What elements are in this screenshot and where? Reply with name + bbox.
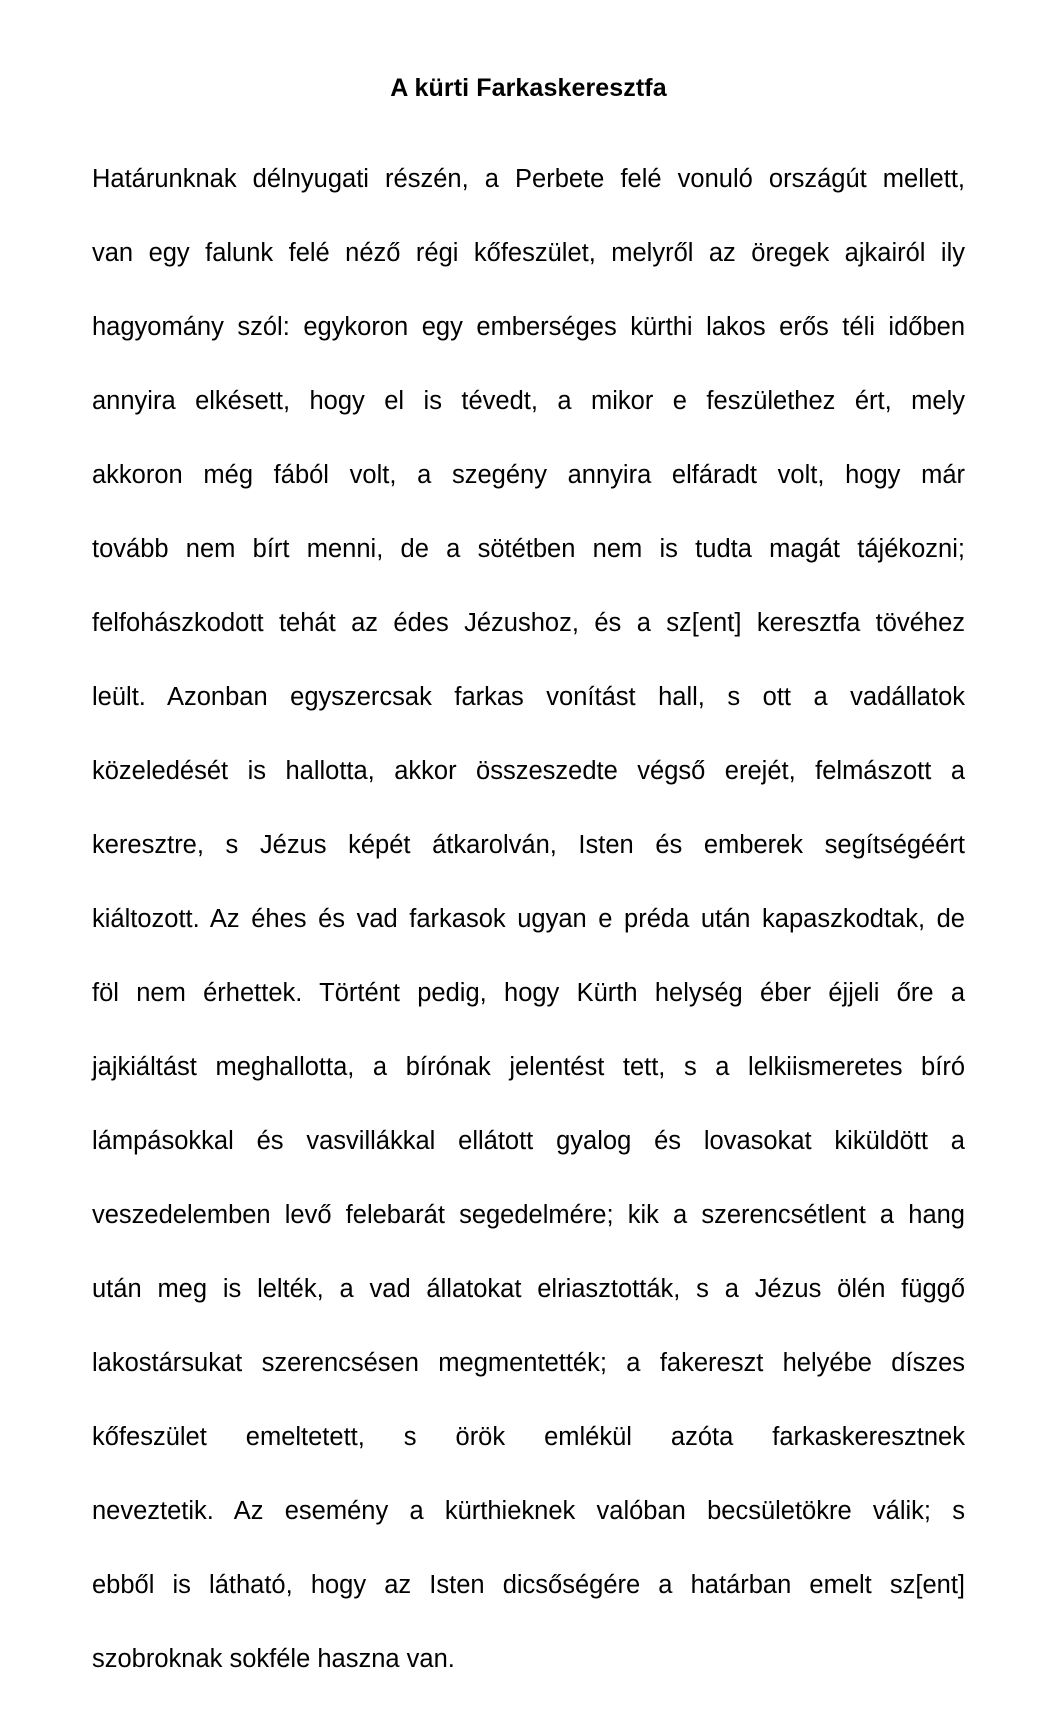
text-line: kőfeszület emeltetett, s örök emlékül azóta farkaskeresztnek bbox=[92, 1422, 965, 1451]
text-line: felfohászkodott tehát az édes Jézushoz, és a sz[ent] keresztfa tövéhez bbox=[92, 608, 965, 637]
text-line: ebből is látható, hogy az Isten dicsőségére a határban emelt sz[ent] bbox=[92, 1570, 965, 1599]
text-line: lámpásokkal és vasvillákkal ellátott gyalog és lovasokat kiküldött a bbox=[92, 1126, 965, 1155]
text-line: veszedelemben levő felebarát segedelmére; kik a szerencsétlent a hang bbox=[92, 1200, 965, 1229]
text-line: annyira elkésett, hogy el is tévedt, a mikor e feszülethez ért, mely bbox=[92, 386, 965, 415]
text-line: neveztetik. Az esemény a kürthieknek valóban becsületökre válik; s bbox=[92, 1496, 965, 1525]
text-line: keresztre, s Jézus képét átkarolván, Isten és emberek segítségéért bbox=[92, 830, 965, 859]
text-line: hagyomány szól: egykoron egy emberséges kürthi lakos erős téli időben bbox=[92, 312, 965, 341]
text-line: kiáltozott. Az éhes és vad farkasok ugyan e préda után kapaszkodtak, de bbox=[92, 904, 965, 933]
text-line: föl nem érhettek. Történt pedig, hogy Kürth helység éber éjjeli őre a bbox=[92, 978, 965, 1007]
text-line: után meg is lelték, a vad állatokat elriasztották, s a Jézus ölén függő bbox=[92, 1274, 965, 1303]
text-line: van egy falunk felé néző régi kőfeszület, melyről az öregek ajkairól ily bbox=[92, 238, 965, 267]
text-line: lakostársukat szerencsésen megmentették; a fakereszt helyébe díszes bbox=[92, 1348, 965, 1377]
document-body bbox=[92, 72, 965, 1715]
text-line: Határunknak délnyugati részén, a Perbete felé vonuló országút mellett, bbox=[92, 164, 965, 193]
text-line: szobroknak sokféle haszna van. bbox=[92, 1644, 455, 1673]
text-line: leült. Azonban egyszercsak farkas vonítást hall, s ott a vadállatok bbox=[92, 682, 965, 711]
page-title: A kürti Farkaskeresztfa bbox=[390, 74, 667, 102]
text-line: jajkiáltást meghallotta, a bírónak jelentést tett, s a lelkiismeretes bíró bbox=[92, 1052, 965, 1081]
text-line: tovább nem bírt menni, de a sötétben nem is tudta magát tájékozni; bbox=[92, 534, 965, 563]
text-line: akkoron még fából volt, a szegény annyira elfáradt volt, hogy már bbox=[92, 460, 965, 489]
title-spacer bbox=[92, 105, 965, 161]
story-paragraph bbox=[92, 161, 965, 1715]
text-line: közeledését is hallotta, akkor összeszedte végső erejét, felmászott a bbox=[92, 756, 965, 785]
